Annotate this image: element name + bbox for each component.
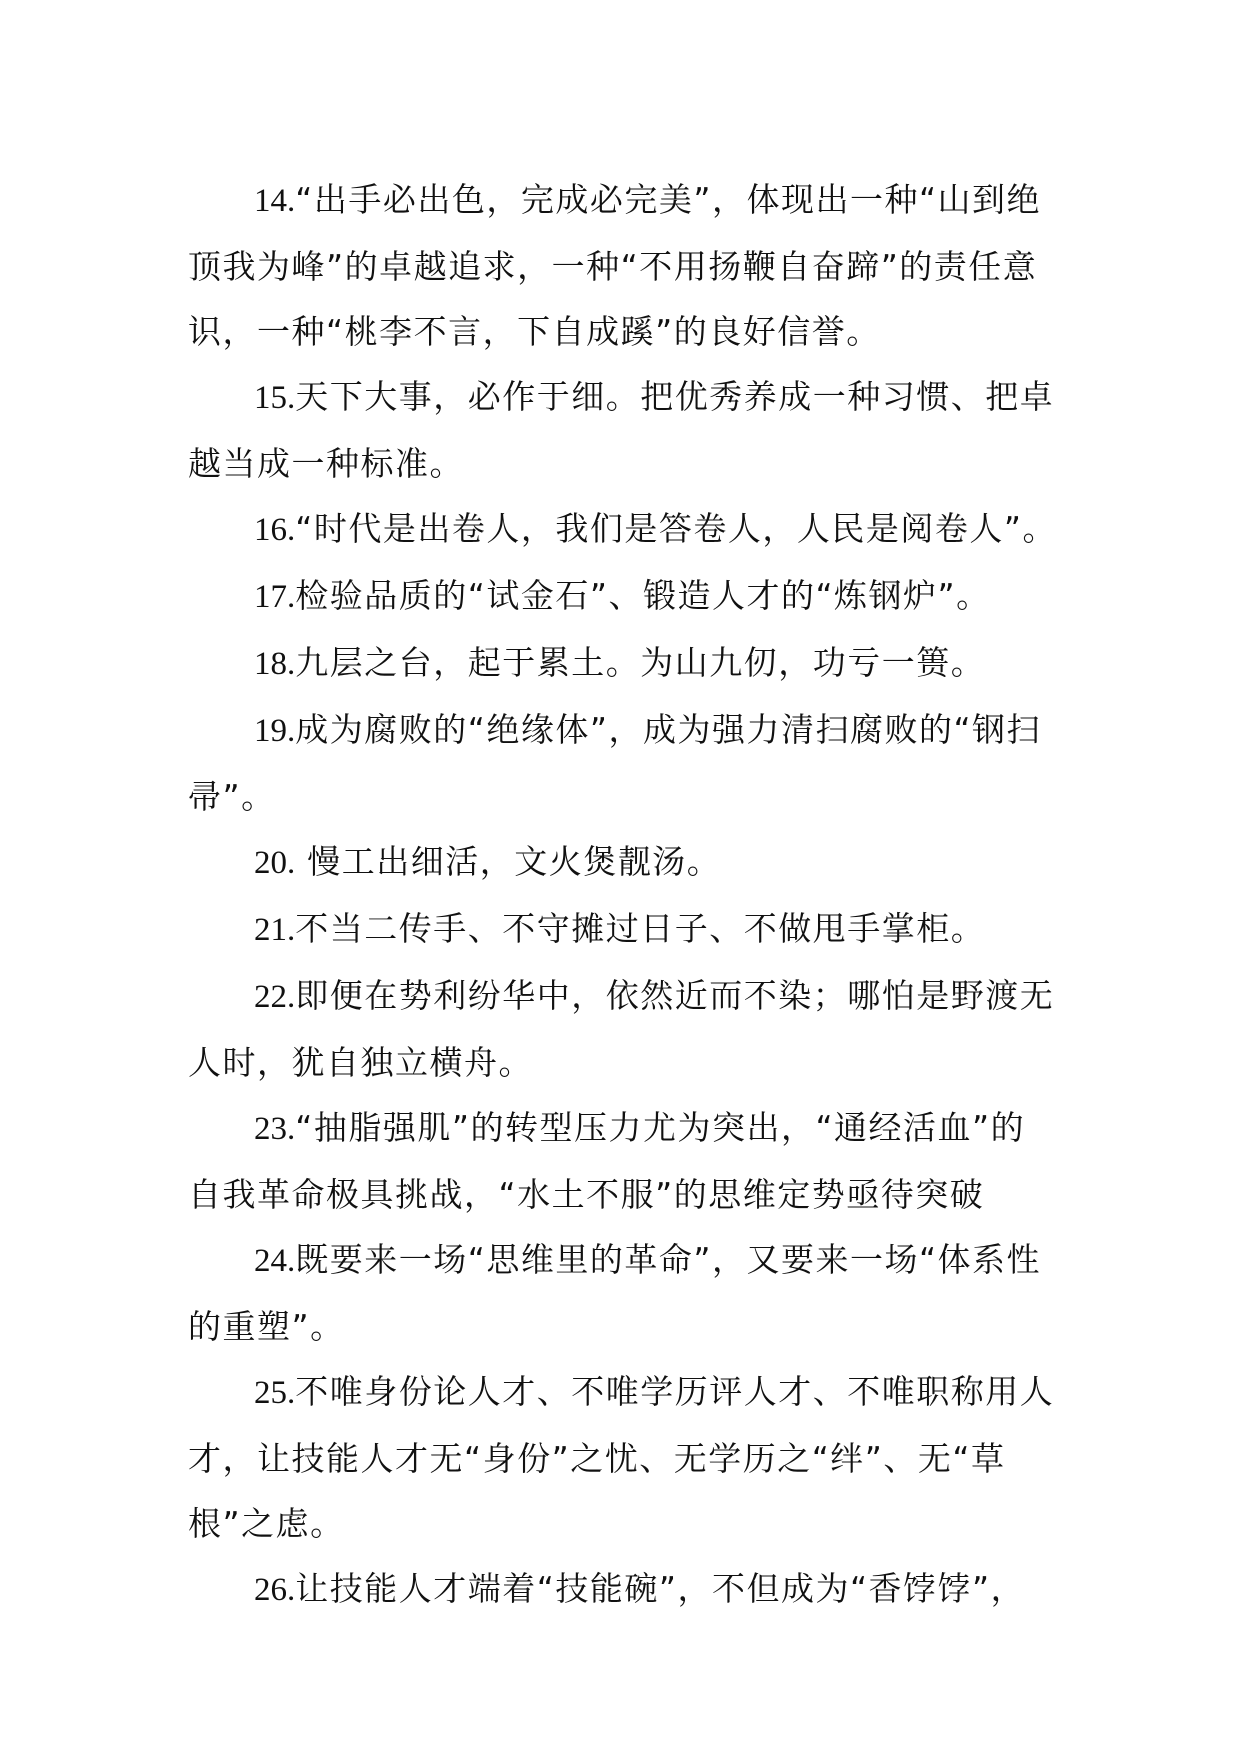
item-number: 15.: [254, 380, 296, 416]
item-number: 16.: [254, 512, 296, 548]
item-number: 20.: [254, 845, 296, 881]
item-number: 14.: [254, 183, 296, 219]
document-body: [188, 167, 1058, 1623]
item-number: 23.: [254, 1111, 296, 1147]
item-text: 成为腐败的“绝缘体”，成为强力清扫腐败的“钢扫帚”。: [188, 710, 1042, 816]
item-text: 不唯身份论人才、不唯学历评人才、不唯职称用人才，让技能人才无“身份”之忧、无学历之“绊”、无“草根”之虑。: [188, 1372, 1055, 1543]
item-number: 17.: [254, 579, 296, 615]
list-item: [188, 496, 1058, 563]
item-number: 24.: [254, 1243, 296, 1279]
item-text: 天下大事，必作于细。把优秀养成一种习惯、把卓越当成一种标准。: [188, 377, 1055, 483]
list-item: [188, 697, 1058, 829]
item-text: “出手必出色，完成必完美”，体现出一种“山到绝顶我为峰”的卓越追求，一种“不用扬鞭自奋蹄”的责任意识，一种“桃李不言，下自成蹊”的良好信誉。: [188, 180, 1042, 351]
item-number: 19.: [254, 713, 296, 749]
list-item: [188, 1095, 1058, 1227]
item-text: 检验品质的“试金石”、锻造人才的“炼钢炉”。: [295, 576, 991, 615]
list-item: [188, 896, 1058, 963]
item-text: 即便在势利纷华中，依然近而不染；哪怕是野渡无人时，犹自独立横舟。: [188, 976, 1055, 1082]
item-text: “抽脂强肌”的转型压力尤为突出，“通经活血”的自我革命极具挑战，“水土不服”的思维定势亟待突破: [188, 1108, 1026, 1214]
list-item: [188, 167, 1058, 364]
item-text: “时代是出卷人，我们是答卷人，人民是阅卷人”。: [295, 509, 1057, 548]
list-item: [188, 563, 1058, 630]
item-number: 18.: [254, 646, 296, 682]
item-number: 25.: [254, 1375, 296, 1411]
list-item: [188, 1556, 1058, 1623]
list-item: [188, 630, 1058, 697]
item-number: 26.: [254, 1572, 296, 1608]
item-number: 21.: [254, 912, 296, 948]
item-text: 九层之台，起于累土。为山九仞，功亏一篑。: [295, 643, 986, 682]
list-item: [188, 829, 1058, 896]
list-item: [188, 1359, 1058, 1556]
item-text: 让技能人才端着“技能碗”，不但成为“香饽饽”，: [295, 1569, 1026, 1608]
item-text: 既要来一场“思维里的革命”，又要来一场“体系性的重塑”。: [188, 1240, 1042, 1346]
list-item: [188, 1227, 1058, 1359]
item-number: 22.: [254, 979, 296, 1015]
list-item: [188, 364, 1058, 496]
item-text: 不当二传手、不守摊过日子、不做甩手掌柜。: [295, 909, 986, 948]
item-text: 慢工出细活，文火煲靓汤。: [295, 842, 722, 881]
list-item: [188, 963, 1058, 1095]
